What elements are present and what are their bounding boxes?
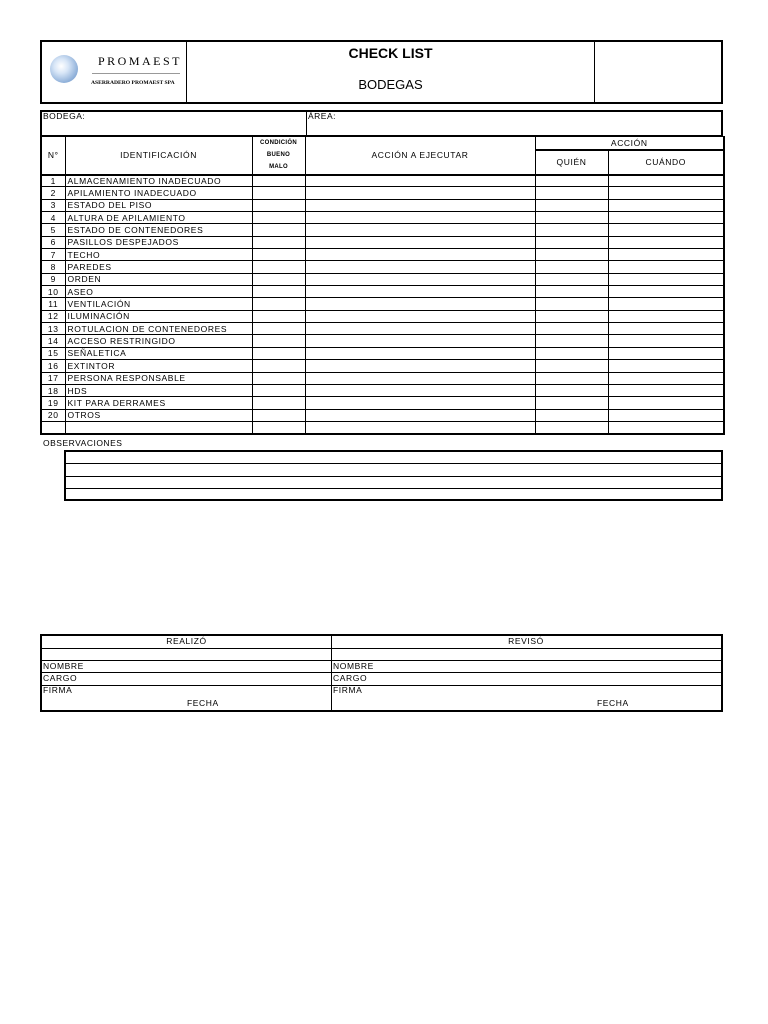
row-condition-cell[interactable] [252,360,305,372]
signature-line [42,672,721,673]
table-row [41,224,724,236]
row-condition-cell[interactable] [252,397,305,409]
table-row [41,384,724,396]
table-row [41,372,724,384]
row-number: 4 [41,212,65,224]
row-action-cell[interactable] [305,310,535,322]
row-who-cell[interactable] [535,298,608,310]
row-identification: ACCESO RESTRINGIDO [65,335,252,347]
row-identification: ILUMINACIÓN [65,310,252,322]
row-number: 2 [41,187,65,199]
row-action-cell[interactable] [305,421,535,433]
logo-divider [92,73,180,74]
row-who-cell[interactable] [535,187,608,199]
checklist-body [41,175,724,434]
page-subtitle: BODEGAS [358,77,423,92]
table-row [41,286,724,298]
row-number: 11 [41,298,65,310]
condition-good-label: BUENO [266,152,291,159]
row-number: 7 [41,249,65,261]
row-identification: ASEO [65,286,252,298]
table-row [41,298,724,310]
observations-label: OBSERVACIONES [43,438,123,448]
row-when-cell[interactable] [608,323,724,335]
condition-label: CONDICIÓN [259,140,298,147]
row-who-cell[interactable] [535,212,608,224]
table-row [41,261,724,273]
row-when-cell[interactable] [608,224,724,236]
row-who-cell[interactable] [535,323,608,335]
table-row [41,310,724,322]
row-when-cell[interactable] [608,421,724,433]
row-when-cell[interactable] [608,261,724,273]
row-number: 6 [41,236,65,248]
row-condition-cell[interactable] [252,249,305,261]
realizo-fecha-label: FECHA [187,698,219,708]
row-condition-cell[interactable] [252,298,305,310]
row-condition-cell[interactable] [252,175,305,187]
row-identification: PASILLOS DESPEJADOS [65,236,252,248]
area-label: ÁREA: [308,111,337,121]
row-number: 16 [41,360,65,372]
row-number: 8 [41,261,65,273]
header-action-to-take: ACCIÓN A EJECUTAR [305,137,535,175]
reviso-nombre-label: NOMBRE [333,661,374,671]
reviso-header: REVISÓ [508,636,544,646]
table-row [41,187,724,199]
row-condition-cell[interactable] [252,335,305,347]
table-row [41,335,724,347]
table-row [41,236,724,248]
table-row [41,409,724,421]
observation-line [66,488,721,489]
header-when: CUÁNDO [608,150,724,175]
row-number: 12 [41,310,65,322]
row-condition-cell[interactable] [252,421,305,433]
row-condition-cell[interactable] [252,224,305,236]
row-who-cell[interactable] [535,261,608,273]
observations-box[interactable] [64,450,723,501]
row-who-cell[interactable] [535,224,608,236]
row-identification: APILAMIENTO INADECUADO [65,187,252,199]
company-subtitle: ASERRADERO PROMAEST SPA [91,80,175,86]
row-who-cell[interactable] [535,360,608,372]
row-when-cell[interactable] [608,236,724,248]
row-action-cell[interactable] [305,273,535,285]
table-row [41,175,724,187]
table-row [41,212,724,224]
row-who-cell[interactable] [535,199,608,211]
logo-cell [42,42,187,102]
header-who: QUIÉN [535,150,608,175]
row-number [41,421,65,433]
row-action-cell[interactable] [305,397,535,409]
observation-line [66,463,721,464]
row-action-cell[interactable] [305,286,535,298]
company-name: PROMAEST [98,54,183,68]
row-condition-cell[interactable] [252,409,305,421]
signature-line [42,685,721,686]
row-action-cell[interactable] [305,372,535,384]
row-condition-cell[interactable] [252,236,305,248]
row-number: 9 [41,273,65,285]
row-action-cell[interactable] [305,212,535,224]
table-row [41,273,724,285]
row-who-cell[interactable] [535,273,608,285]
info-row [40,110,723,136]
row-number: 13 [41,323,65,335]
row-identification: EXTINTOR [65,360,252,372]
row-who-cell[interactable] [535,175,608,187]
row-when-cell[interactable] [608,409,724,421]
table-row [41,421,724,433]
row-who-cell[interactable] [535,347,608,359]
signature-table [40,634,723,712]
row-number: 5 [41,224,65,236]
row-action-cell[interactable] [305,261,535,273]
row-who-cell[interactable] [535,421,608,433]
signature-line [42,660,721,661]
realizo-nombre-label: NOMBRE [43,661,84,671]
row-action-cell[interactable] [305,224,535,236]
table-row [41,249,724,261]
row-when-cell[interactable] [608,249,724,261]
row-condition-cell[interactable] [252,310,305,322]
row-condition-cell[interactable] [252,384,305,396]
row-who-cell[interactable] [535,310,608,322]
row-action-cell[interactable] [305,347,535,359]
row-number: 15 [41,347,65,359]
row-who-cell[interactable] [535,397,608,409]
info-divider [306,112,307,135]
row-identification: TECHO [65,249,252,261]
header-blank-cell [595,42,721,102]
row-when-cell[interactable] [608,310,724,322]
row-when-cell[interactable] [608,372,724,384]
row-when-cell[interactable] [608,273,724,285]
row-when-cell[interactable] [608,347,724,359]
row-condition-cell[interactable] [252,347,305,359]
row-when-cell[interactable] [608,175,724,187]
row-action-cell[interactable] [305,175,535,187]
row-who-cell[interactable] [535,372,608,384]
row-condition-cell[interactable] [252,372,305,384]
row-action-cell[interactable] [305,199,535,211]
row-number: 14 [41,335,65,347]
row-identification: ALTURA DE APILAMIENTO [65,212,252,224]
row-number: 3 [41,199,65,211]
row-identification: PAREDES [65,261,252,273]
row-who-cell[interactable] [535,384,608,396]
checklist-table [40,136,725,435]
row-number: 20 [41,409,65,421]
row-action-cell[interactable] [305,335,535,347]
row-when-cell[interactable] [608,360,724,372]
header-action: ACCIÓN [535,137,724,150]
row-who-cell[interactable] [535,286,608,298]
row-condition-cell[interactable] [252,323,305,335]
row-number: 18 [41,384,65,396]
table-row [41,397,724,409]
table-row [41,323,724,335]
row-number: 1 [41,175,65,187]
row-identification: ORDEN [65,273,252,285]
condition-bad-label: MALO [269,164,288,171]
row-who-cell[interactable] [535,236,608,248]
page-title: CHECK LIST [348,45,433,61]
row-who-cell[interactable] [535,409,608,421]
row-who-cell[interactable] [535,249,608,261]
row-action-cell[interactable] [305,187,535,199]
row-when-cell[interactable] [608,187,724,199]
row-action-cell[interactable] [305,323,535,335]
row-identification [65,421,252,433]
row-when-cell[interactable] [608,384,724,396]
row-number: 19 [41,397,65,409]
realizo-header: REALIZÓ [166,636,207,646]
company-logo-icon [50,55,78,83]
header-condition [252,137,305,175]
reviso-firma-label: FIRMA [333,685,363,695]
bodega-label: BODEGA: [43,111,86,121]
reviso-cargo-label: CARGO [333,673,368,683]
row-condition-cell[interactable] [252,199,305,211]
row-condition-cell[interactable] [252,212,305,224]
row-identification: KIT PARA DERRAMES [65,397,252,409]
row-identification: VENTILACIÓN [65,298,252,310]
row-identification: ESTADO DEL PISO [65,199,252,211]
row-when-cell[interactable] [608,397,724,409]
row-identification: HDS [65,384,252,396]
row-when-cell[interactable] [608,286,724,298]
row-condition-cell[interactable] [252,261,305,273]
header-identification: IDENTIFICACIÓN [65,137,252,175]
row-identification: ESTADO DE CONTENEDORES [65,224,252,236]
row-identification: ROTULACION DE CONTENEDORES [65,323,252,335]
row-when-cell[interactable] [608,335,724,347]
row-identification: OTROS [65,409,252,421]
realizo-firma-label: FIRMA [43,685,73,695]
table-row [41,199,724,211]
row-when-cell[interactable] [608,298,724,310]
row-action-cell[interactable] [305,236,535,248]
row-identification: SEÑALETICA [65,347,252,359]
table-row [41,347,724,359]
row-when-cell[interactable] [608,212,724,224]
row-number: 17 [41,372,65,384]
row-number: 10 [41,286,65,298]
row-condition-cell[interactable] [252,286,305,298]
form-header [40,40,723,104]
row-identification: PERSONA RESPONSABLE [65,372,252,384]
row-action-cell[interactable] [305,249,535,261]
row-action-cell[interactable] [305,360,535,372]
observation-line [66,476,721,477]
realizo-cargo-label: CARGO [43,673,78,683]
row-action-cell[interactable] [305,298,535,310]
row-when-cell[interactable] [608,199,724,211]
signature-line [42,648,721,649]
row-action-cell[interactable] [305,409,535,421]
row-condition-cell[interactable] [252,273,305,285]
row-condition-cell[interactable] [252,187,305,199]
row-action-cell[interactable] [305,384,535,396]
table-row [41,360,724,372]
row-who-cell[interactable] [535,335,608,347]
row-identification: ALMACENAMIENTO INADECUADO [65,175,252,187]
header-number: N° [41,137,65,175]
reviso-fecha-label: FECHA [597,698,629,708]
title-cell [187,42,595,102]
